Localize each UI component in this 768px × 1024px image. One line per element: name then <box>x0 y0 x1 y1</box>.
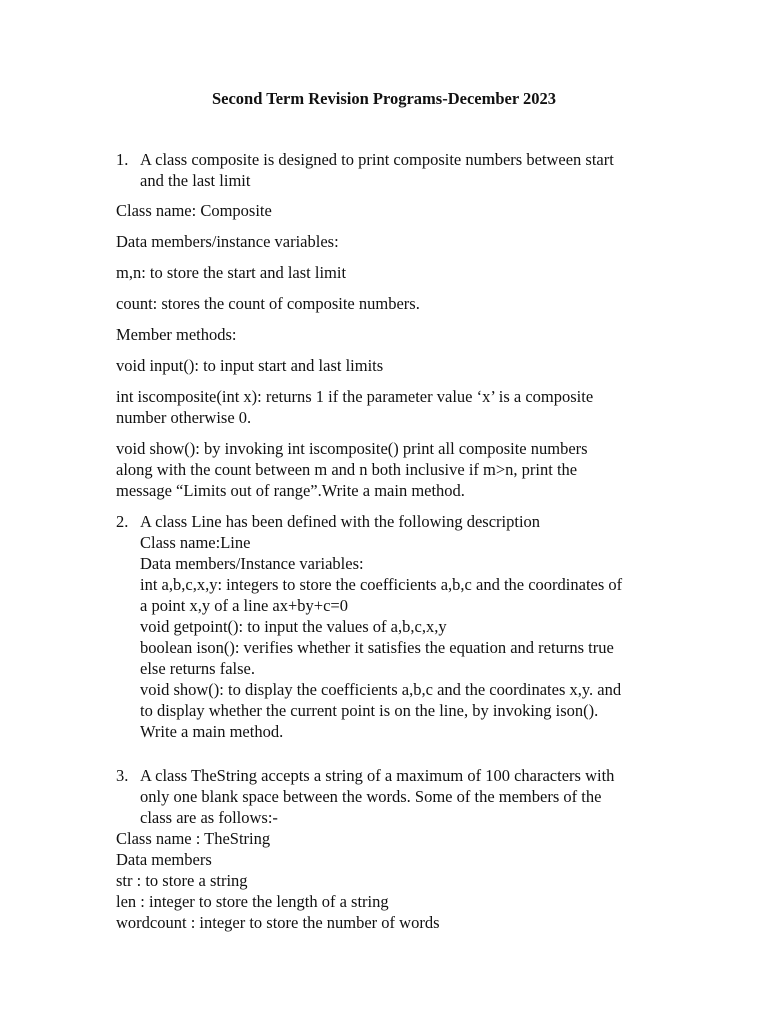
q3-number: 3. <box>116 766 129 785</box>
q2-line: else returns false. <box>140 659 255 678</box>
q2-line: Write a main method. <box>140 722 284 741</box>
q1-intro <box>140 149 690 191</box>
q1-member-mn: m,n: to store the start and last limit <box>116 263 347 282</box>
q1-method-show <box>116 438 686 501</box>
q3-line: Class name : TheString <box>116 829 271 848</box>
q2-line: int a,b,c,x,y: integers to store the coefficients a,b,c and the coordinates of <box>140 575 623 594</box>
q1-methods-heading: Member methods: <box>116 325 237 344</box>
q1-show-line: along with the count between m and n both inclusive if m>n, print the <box>116 460 578 479</box>
q3-line: wordcount : integer to store the number of words <box>116 913 440 932</box>
q1-iscomposite-line: int iscomposite(int x): returns 1 if the parameter value ‘x’ is a composite <box>116 387 594 406</box>
q2-line: void getpoint(): to input the values of a,b,c,x,y <box>140 617 447 636</box>
q1-show-line: void show(): by invoking int iscomposite() print all composite numbers <box>116 439 588 458</box>
q2-body <box>140 511 690 742</box>
q1-iscomposite-line: number otherwise 0. <box>116 408 252 427</box>
q2-line: Class name:Line <box>140 533 251 552</box>
q3-body <box>116 828 686 933</box>
q1-method-iscomposite <box>116 386 686 428</box>
q1-show-line: message “Limits out of range”.Write a main method. <box>116 481 465 500</box>
q2-line: A class Line has been defined with the following description <box>140 512 541 531</box>
q1-intro-line: A class composite is designed to print composite numbers between start <box>140 150 614 169</box>
q1-method-input: void input(): to input start and last limits <box>116 356 384 375</box>
q3-intro-line: only one blank space between the words. Some of the members of the <box>140 787 602 806</box>
q3-line: Data members <box>116 850 212 869</box>
q2-number: 2. <box>116 512 129 531</box>
q2-line: boolean ison(): verifies whether it satisfies the equation and returns true <box>140 638 614 657</box>
q3-line: str : to store a string <box>116 871 248 890</box>
q2-line: to display whether the current point is on the line, by invoking ison(). <box>140 701 599 720</box>
q2-line: a point x,y of a line ax+by+c=0 <box>140 596 348 615</box>
q3-intro <box>140 765 690 828</box>
q3-line: len : integer to store the length of a string <box>116 892 389 911</box>
q2-line: Data members/Instance variables: <box>140 554 364 573</box>
q1-member-count: count: stores the count of composite numbers. <box>116 294 420 313</box>
q1-intro-line: and the last limit <box>140 171 251 190</box>
q3-intro-line: class are as follows:- <box>140 808 278 827</box>
document-title: Second Term Revision Programs-December 2023 <box>211 89 556 108</box>
q1-data-members-heading: Data members/instance variables: <box>116 232 339 251</box>
q1-number: 1. <box>116 150 129 169</box>
q3-intro-line: A class TheString accepts a string of a maximum of 100 characters with <box>140 766 615 785</box>
q1-class-name: Class name: Composite <box>116 201 272 220</box>
q2-line: void show(): to display the coefficients a,b,c and the coordinates x,y. and <box>140 680 622 699</box>
